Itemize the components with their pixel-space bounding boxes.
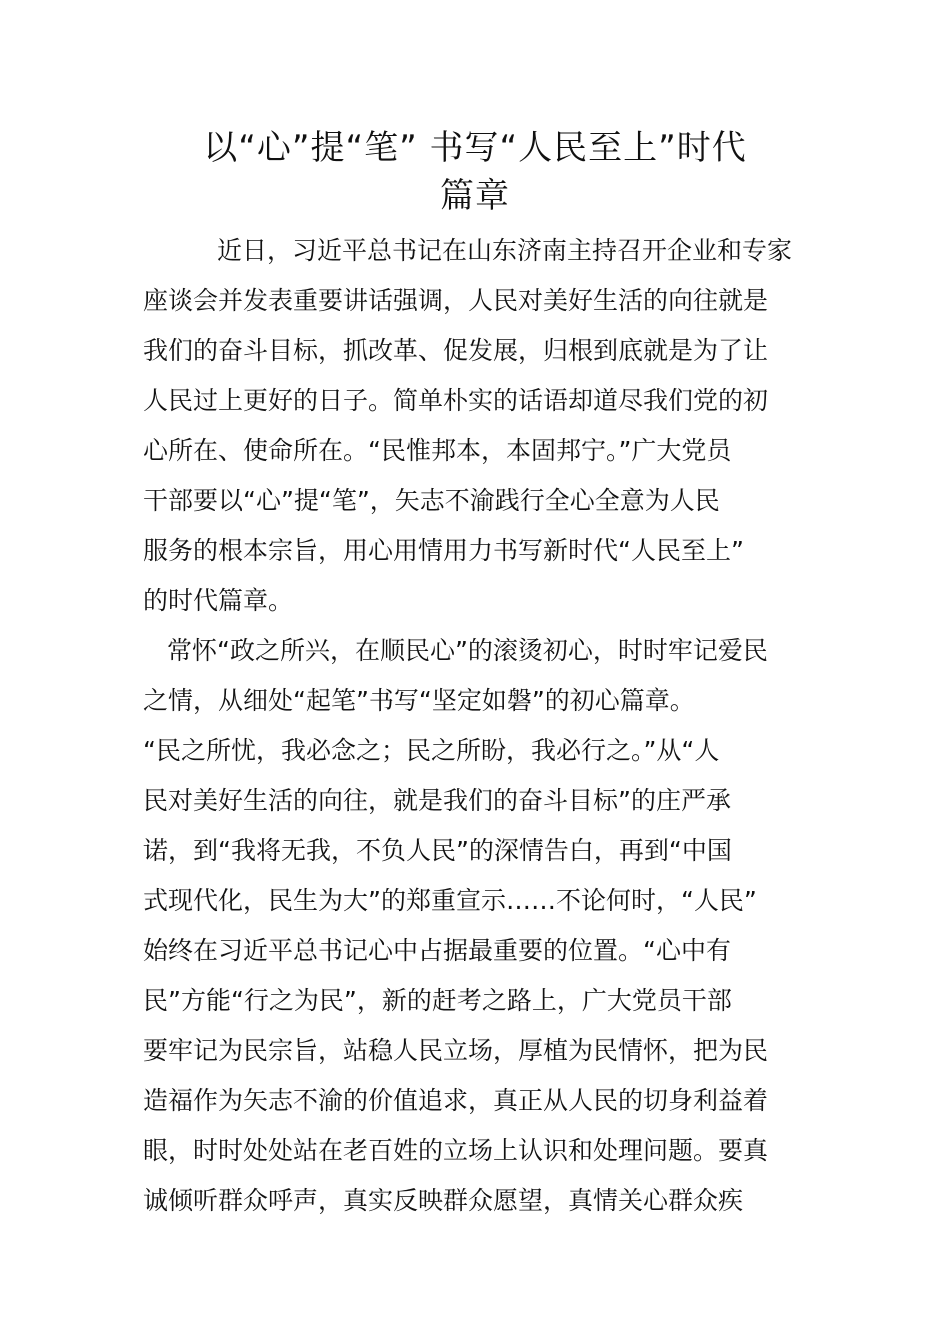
text-line: 心所在、使命所在。“民惟邦本，本固邦宁。”广大党员 [143, 436, 732, 465]
text-line: 座谈会并发表重要讲话强调，人民对美好生活的向往就是 [143, 286, 769, 315]
text-line: 人民过上更好的日子。简单朴实的话语却道尽我们党的初 [143, 386, 769, 415]
text-line: 式现代化，民生为大”的郑重宣示……不论何时，“人民” [143, 886, 757, 915]
text-line: 我们的奋斗目标，抓改革、促发展，归根到底就是为了让 [143, 336, 769, 365]
text-line: 近日，习近平总书记在山东济南主持召开企业和专家 [217, 236, 793, 265]
text-line: 造福作为矢志不渝的价值追求，真正从人民的切身利益着 [143, 1086, 769, 1115]
text-line: 干部要以“心”提“笔”，矢志不渝践行全心全意为人民 [143, 486, 720, 515]
text-line: 诚倾听群众呼声，真实反映群众愿望，真情关心群众疾 [143, 1186, 744, 1215]
text-line: 之情，从细处“起笔”书写“坚定如磐”的初心篇章。 [143, 686, 695, 715]
text-line: 眼，时时处处站在老百姓的立场上认识和处理问题。要真 [143, 1136, 769, 1165]
text-line: “民之所忧，我必念之；民之所盼，我必行之。”从“人 [143, 736, 720, 765]
text-line: 民对美好生活的向往，就是我们的奋斗目标”的庄严承 [143, 786, 731, 815]
document-title [140, 124, 810, 220]
text-line: 要牢记为民宗旨，站稳人民立场，厚植为民情怀，把为民 [143, 1036, 769, 1065]
text-line: 始终在习近平总书记心中占据最重要的位置。“心中有 [143, 936, 731, 965]
document-body [143, 226, 807, 1226]
text-line: 民”方能“行之为民”，新的赶考之路上，广大党员干部 [143, 986, 732, 1015]
title-line-1: 以“心”提“笔” 书写“人民至上”时代 [203, 128, 747, 168]
text-line: 诺，到“我将无我，不负人民”的深情告白，再到“中国 [143, 836, 732, 865]
text-line: 常怀“政之所兴，在顺民心”的滚烫初心，时时牢记爱民 [167, 636, 768, 665]
text-line: 的时代篇章。 [143, 586, 294, 615]
text-line: 服务的根本宗旨，用心用情用力书写新时代“人民至上” [143, 536, 744, 565]
title-line-2: 篇章 [440, 176, 510, 216]
